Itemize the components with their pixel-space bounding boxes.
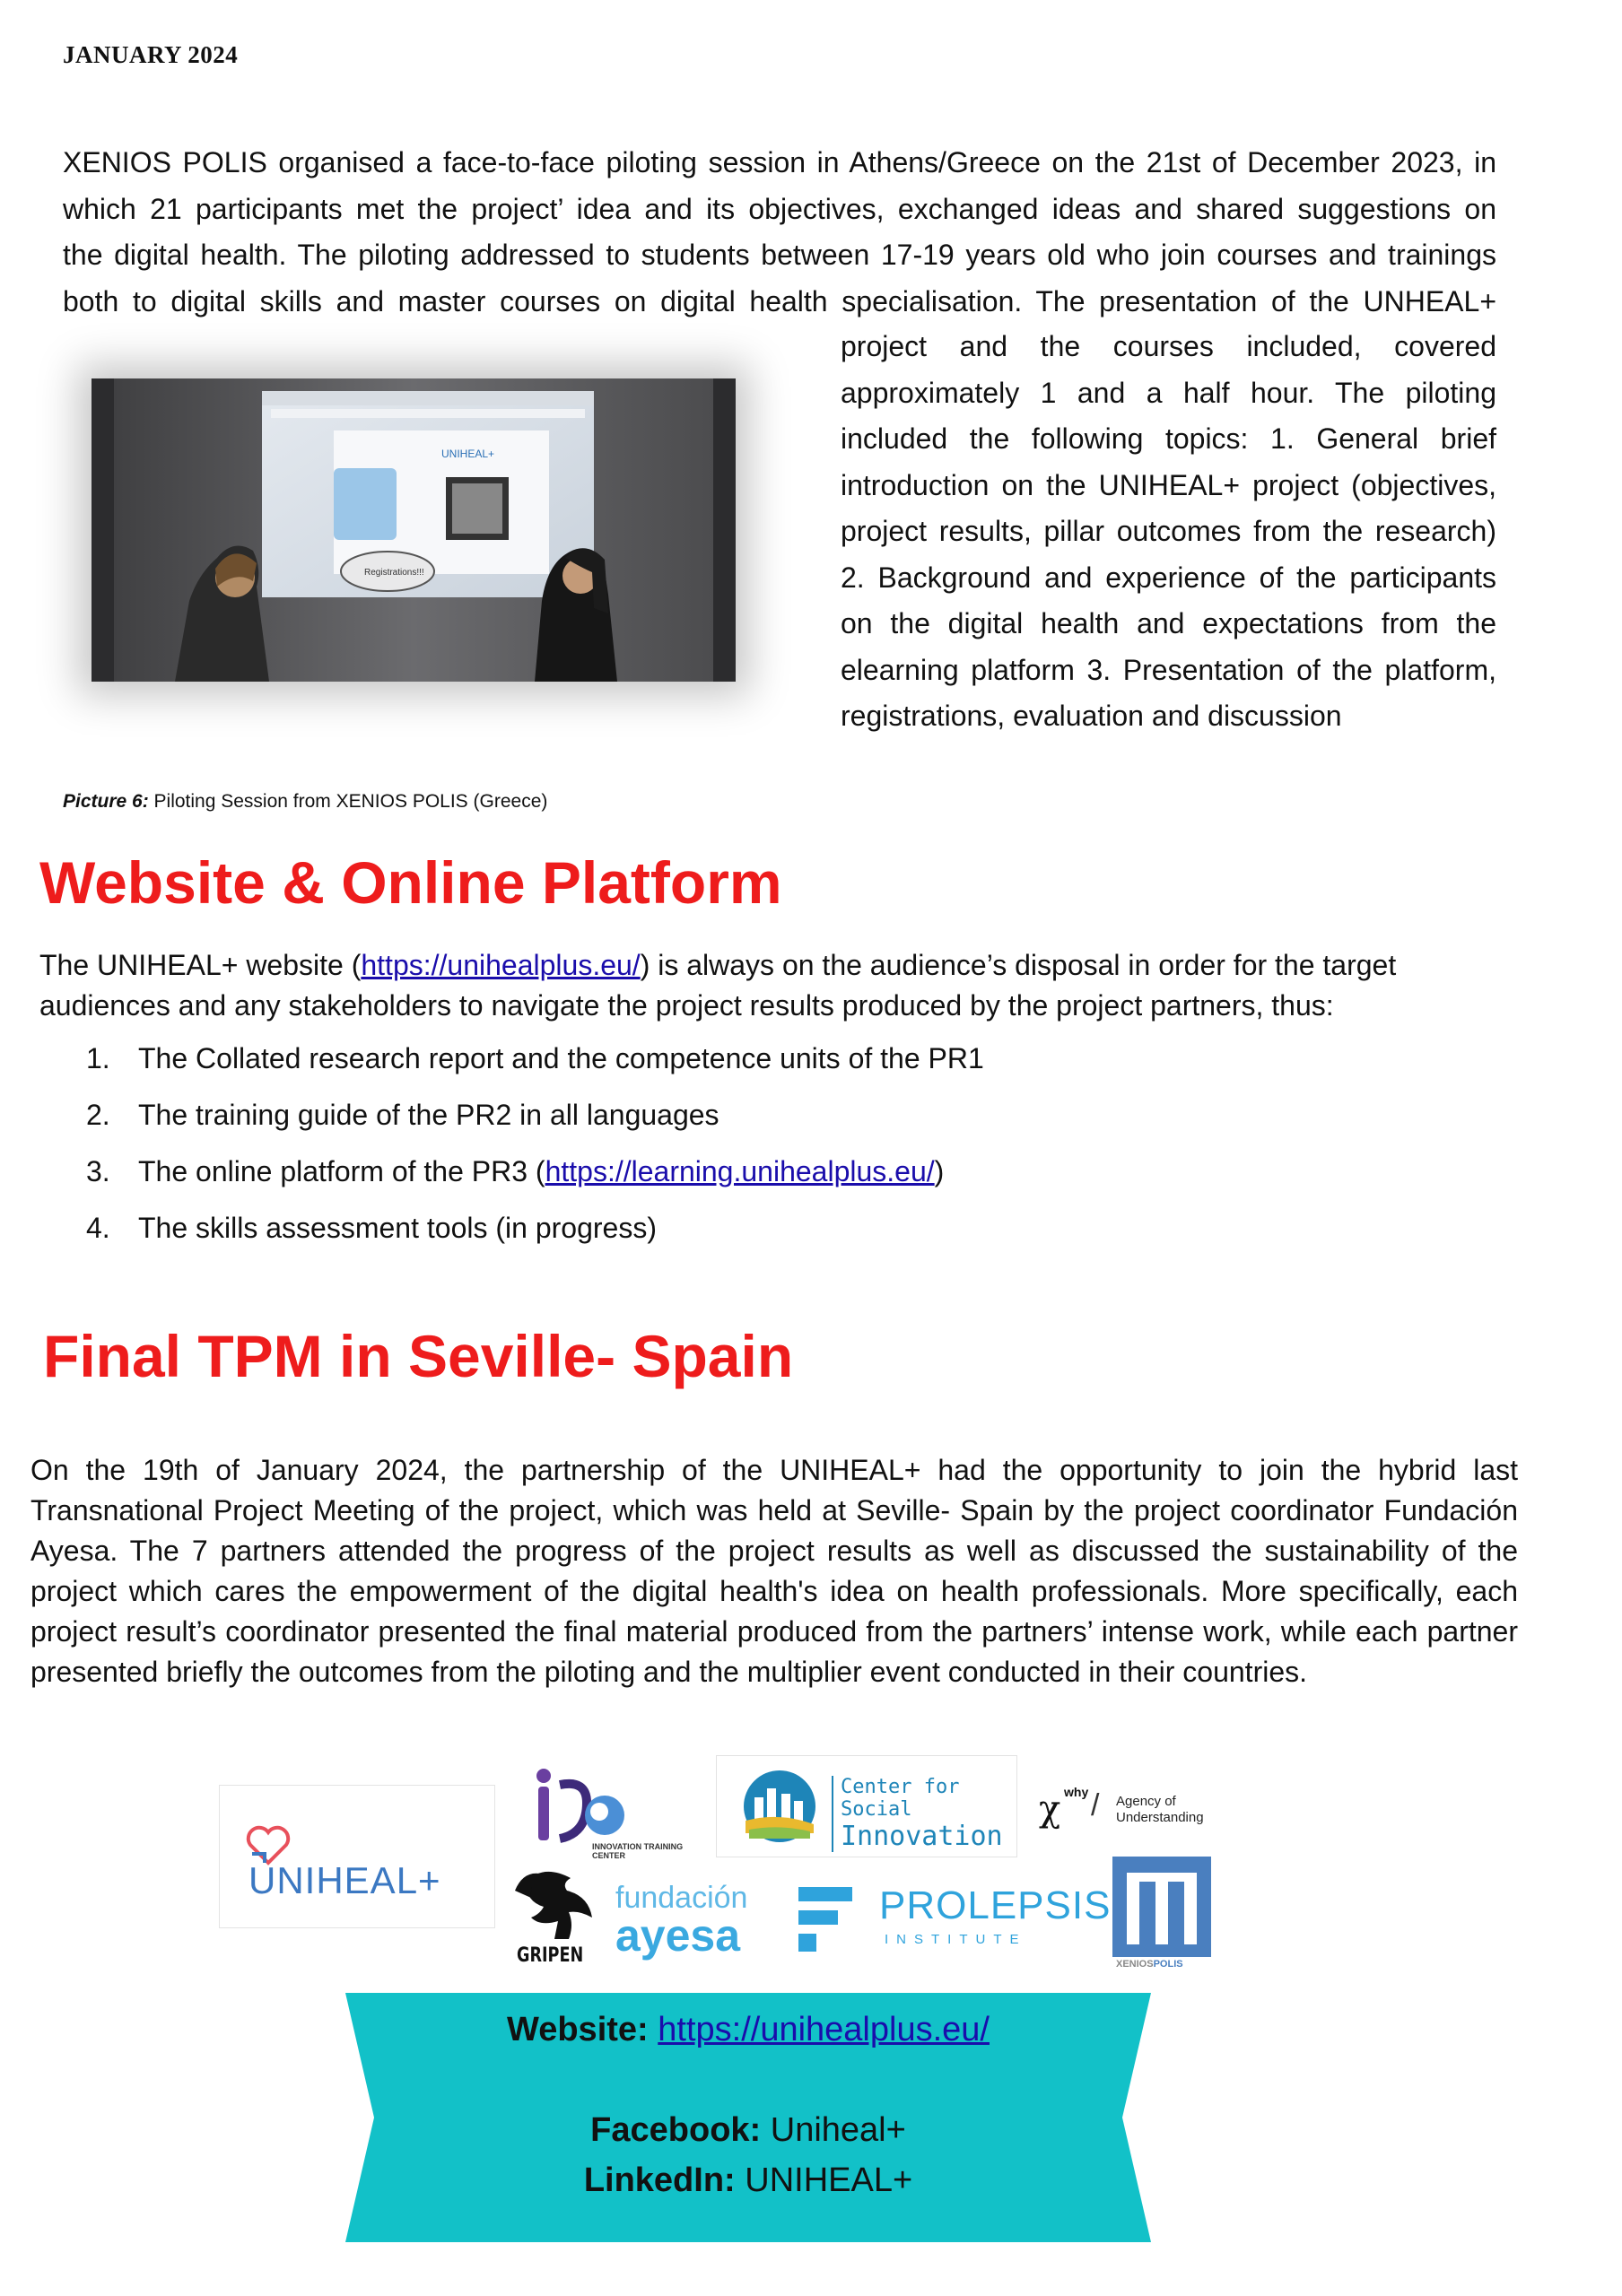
intro-line: the digital health. The piloting addressed to students between 17-19 years old who join courses and trainings (63, 239, 1496, 271)
list-item (86, 1042, 984, 1099)
itc-logo (524, 1767, 712, 1860)
fundacion-text: fundación (615, 1881, 748, 1915)
xenios-columns-icon (1109, 1857, 1215, 1957)
csi-logo (716, 1755, 1017, 1857)
griffin-icon (508, 1864, 603, 1944)
prolepsis-sub: INSTITUTE (885, 1932, 1027, 1947)
photo-screen-logo: UNIHEAL+ (441, 448, 495, 460)
list-text: The Collated research report and the competence units of the PR1 (138, 1042, 984, 1074)
banner-linkedin-row (345, 2161, 1151, 2200)
uniheal-logo-text: UNIHEAL+ (249, 1859, 441, 1901)
project-results-list (86, 1042, 984, 1268)
linkedin-label: LinkedIn: (583, 2161, 736, 2199)
photo-caption (63, 791, 547, 813)
website-label: Website: (507, 2011, 649, 2048)
contact-banner (345, 1993, 1151, 2242)
banner-facebook-row (345, 2111, 1151, 2150)
linkedin-value[interactable]: UNIHEAL+ (745, 2161, 913, 2199)
why-symbol: χ (1039, 1788, 1061, 1830)
tpm-paragraph: On the 19th of January 2024, the partnership of the UNIHEAL+ had the opportunity to join the hybrid last Transnational Project Meeting of the project, which was held at Seville- Spain by the project coordinator Fundación Ayesa. The 7 partners attended the progress of the project results as well as discussed the sustainability of the project which cares the empowerment of the digital health's idea on health professionals. More specifically, each project result’s coordinator presented the final material produced from the partners’ intense work, while each partner presented briefly the outcomes from the piloting and the multiplier event conducted in their countries. (31, 1454, 1518, 1688)
prolepsis-logo (798, 1883, 1112, 1955)
piloting-session-photo (92, 378, 736, 682)
list-item (86, 1099, 984, 1155)
intro-line: which 21 participants met the project’ idea and its objectives, exchanged ideas and shared suggestions on (63, 192, 1496, 225)
intro-paragraph (63, 140, 1496, 325)
website-text-before: The UNIHEAL+ website ( (39, 949, 362, 981)
why-slash-icon: / (1091, 1788, 1100, 1822)
photo-bubble-text: Registrations!!! (364, 568, 424, 578)
list-text: The online platform of the PR3 ( (138, 1155, 545, 1187)
why-logo (1039, 1785, 1236, 1839)
facebook-label: Facebook: (590, 2111, 762, 2149)
itc-caption: INNOVATION TRAINING CENTER (592, 1842, 684, 1860)
caption-label: Picture 6: (63, 791, 149, 812)
prolepsis-text: PROLEPSIS (879, 1883, 1112, 1927)
intro-column-text: project and the courses included, covered approximately 1 and a half hour. The piloting included the following topics: 1. General brief introduction on the UNIHEAL+ project (objectives, project results, pillar outcomes from the research) 2. Background and experience of the participants on the digital health and expectations from the elearning platform 3. Presentation of the platform, registrations, evaluation and discussion (841, 330, 1496, 732)
uniheal-logo (219, 1785, 495, 1928)
tpm-section-title: Final TPM in Seville- Spain (43, 1323, 794, 1389)
newsletter-date: JANUARY 2024 (63, 41, 239, 68)
list-number: 4. (86, 1212, 110, 1244)
gripen-text: GRIPEN (517, 1944, 584, 1967)
list-number: 1. (86, 1042, 110, 1074)
website-link[interactable]: https://unihealplus.eu/ (361, 949, 641, 981)
fundacion-ayesa-logo (615, 1882, 768, 1962)
why-sup: why (1064, 1785, 1089, 1799)
polis-text: POLIS (1153, 1959, 1183, 1970)
learning-platform-link[interactable]: https://learning.unihealplus.eu/ (545, 1155, 935, 1187)
list-text: The training guide of the PR2 in all languages (138, 1099, 719, 1131)
banner-website-row (345, 2011, 1151, 2049)
intro-line: both to digital skills and master courses on digital health specialisation. The presentation of the UNHEAL+ (63, 284, 1496, 317)
website-paragraph (39, 945, 1511, 1026)
list-text-after: ) (934, 1155, 945, 1187)
photo-illustration (92, 378, 736, 682)
ayesa-text: ayesa (615, 1910, 741, 1961)
csi-line1: Center for Social (841, 1776, 960, 1821)
xenios-text: XENIOS (1116, 1959, 1154, 1970)
website-section-title: Website & Online Platform (39, 849, 782, 916)
prolepsis-mark-icon (798, 1887, 859, 1952)
website-text-line2: audiences and any stakeholders to navigate the project results produced by the project partners, thus: (39, 989, 1334, 1022)
list-item (86, 1155, 984, 1212)
why-line2: Understanding (1116, 1810, 1204, 1825)
intro-line: XENIOS POLIS organised a face-to-face piloting session in Athens/Greece on the 21st of December 2023, in (63, 146, 1496, 178)
website-text-after: ) is always on the audience’s disposal in order for the target (640, 949, 1397, 981)
itc-mark-icon (524, 1767, 632, 1853)
list-number: 3. (86, 1155, 110, 1187)
list-number: 2. (86, 1099, 110, 1131)
why-line1: Agency of (1116, 1794, 1176, 1809)
xenios-polis-logo (1109, 1857, 1215, 1973)
caption-text: Piloting Session from XENIOS POLIS (Greece) (148, 791, 548, 812)
csi-line2: Innovation (841, 1821, 1003, 1852)
csi-city-icon (740, 1767, 819, 1846)
list-item (86, 1212, 984, 1268)
facebook-value[interactable]: Uniheal+ (770, 2111, 906, 2149)
gripen-logo (508, 1864, 603, 1970)
banner-website-link[interactable]: https://unihealplus.eu/ (658, 2011, 990, 2048)
list-text: The skills assessment tools (in progress) (138, 1212, 657, 1244)
